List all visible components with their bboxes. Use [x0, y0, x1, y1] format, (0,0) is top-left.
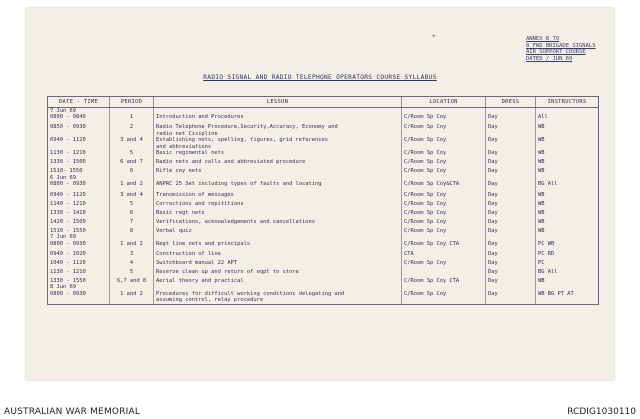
- cell-instructors: WB: [536, 278, 599, 291]
- cell-period: 1 and 2: [110, 291, 154, 305]
- cell-lesson: Corrections and repititions: [154, 201, 402, 210]
- cell-location: C/Room Sp Coy: [402, 260, 486, 269]
- cell-dress: Day: [486, 210, 536, 219]
- cell-lesson: Verbal quiz: [154, 228, 402, 241]
- cell-period: 8: [110, 168, 154, 181]
- cell-location: C/Room Sp Coy: [402, 192, 486, 201]
- cell-lesson: Switchboard manual 22 APT: [154, 260, 402, 269]
- cell-date-time: 1330 - 1500: [48, 159, 110, 168]
- cell-dress: Day: [486, 219, 536, 228]
- cell-period: 1: [110, 114, 154, 124]
- cell-date-time: 0800 - 0930: [48, 181, 110, 192]
- cell-location: C/Room Sp Coy: [402, 210, 486, 219]
- cell-dress: Day: [486, 260, 536, 269]
- corner-mark: +: [432, 33, 436, 40]
- cell-lesson: Reserve clean up and return of eqpt to store: [154, 269, 402, 278]
- cell-date-time: 0940 - 1120: [48, 192, 110, 201]
- cell-location: C/Room Sp Coy CTA: [402, 241, 486, 251]
- document-title: RADIO SIGNAL AND RADIO TELEPHONE OPERATORS COURSE SYLLABUS: [203, 74, 437, 81]
- syllabus-table: [47, 96, 599, 305]
- cell-date-time: 1140 - 1210: [48, 201, 110, 210]
- cell-lesson: Establishing nets, spelling, figures, grid references and abbreviations: [154, 137, 402, 150]
- cell-lesson: Basic regimental nets: [154, 150, 402, 159]
- cell-location: C/Room Sp Coy&CTA: [402, 181, 486, 192]
- cell-location: C/Room Sp Coy: [402, 228, 486, 241]
- cell-period: 6 and 7: [110, 159, 154, 168]
- table-row: [48, 114, 599, 124]
- cell-dress: Day: [486, 181, 536, 192]
- cell-period: 4: [110, 260, 154, 269]
- cell-location: CTA: [402, 251, 486, 260]
- table-row: [48, 241, 599, 251]
- cell-lesson: ANPRC 25 Set including types of faults and locating: [154, 181, 402, 192]
- table-row: [48, 260, 599, 269]
- cell-period: 3 and 4: [110, 192, 154, 201]
- table-row: [48, 150, 599, 159]
- cell-dress: Day: [486, 168, 536, 181]
- cell-lesson: Introduction and Procedures: [154, 114, 402, 124]
- table-row: [48, 251, 599, 260]
- cell-instructors: WB: [536, 137, 599, 150]
- cell-instructors: WB: [536, 124, 599, 137]
- cell-period: 6: [110, 210, 154, 219]
- cell-period: 5: [110, 269, 154, 278]
- table-body: [48, 108, 599, 305]
- cell-lesson: Construction of line: [154, 251, 402, 260]
- cell-dress: Day: [486, 159, 536, 168]
- cell-instructors: WB: [536, 210, 599, 219]
- column-header-location: LOCATION: [402, 97, 486, 108]
- archive-reference: RCDIG1030110: [567, 407, 636, 417]
- cell-date-time: 0940 - 1020: [48, 251, 110, 260]
- cell-date-time: 0800 - 0840: [48, 114, 110, 124]
- cell-period: 3 and 4: [110, 137, 154, 150]
- table-row: [48, 219, 599, 228]
- cell-location: C/Room Sp Coy: [402, 291, 486, 305]
- cell-period: 8: [110, 228, 154, 241]
- cell-location: C/Room Sp Coy: [402, 219, 486, 228]
- stamp-line: DATED / JUN 69: [526, 55, 573, 62]
- cell-location: [402, 108, 486, 115]
- cell-lesson: Verifications, acknowledgements and cancellations: [154, 219, 402, 228]
- table-row: [48, 108, 599, 115]
- table-row: [48, 210, 599, 219]
- cell-instructors: All: [536, 114, 599, 124]
- cell-instructors: WB: [536, 192, 599, 201]
- column-header-dress: DRESS: [486, 97, 536, 108]
- cell-date-time: 0800 - 0930: [48, 241, 110, 251]
- stamp-line: 8 FWD BRIGADE SIGNALS: [526, 42, 596, 49]
- cell-dress: [486, 108, 536, 115]
- table-row: [48, 137, 599, 150]
- cell-period: 3: [110, 251, 154, 260]
- cell-lesson: Aerial theory and practical: [154, 278, 402, 291]
- cell-location: C/Room Sp Coy: [402, 150, 486, 159]
- table-row: [48, 168, 599, 181]
- archive-credit: AUSTRALIAN WAR MEMORIAL: [4, 407, 141, 417]
- cell-location: C/Room Sp Coy: [402, 137, 486, 150]
- table-row: [48, 278, 599, 291]
- cell-lesson: Procedures for difficult working conditions delegating and assuming control, relay procedure: [154, 291, 402, 305]
- cell-dress: Day: [486, 201, 536, 210]
- cell-date-time: 1130 - 1210: [48, 269, 110, 278]
- cell-location: [402, 269, 486, 278]
- cell-instructors: PC: [536, 260, 599, 269]
- cell-location: C/Room Sp Coy: [402, 124, 486, 137]
- cell-lesson: [154, 108, 402, 115]
- cell-instructors: PC RD: [536, 251, 599, 260]
- table-row: [48, 159, 599, 168]
- column-header-instructors: INSTRUCTORS: [536, 97, 599, 108]
- cell-lesson: Radio Telephone Procedure,Security,Accuracy, Economy and radio net Cisipline: [154, 124, 402, 137]
- cell-period: 6,7 and 8: [110, 278, 154, 291]
- table-row: [48, 192, 599, 201]
- table-row: [48, 291, 599, 305]
- cell-period: 7: [110, 219, 154, 228]
- cell-instructors: WB BG PT AT: [536, 291, 599, 305]
- cell-date-time: 0800 - 0930: [48, 291, 110, 305]
- cell-period: 5: [110, 150, 154, 159]
- cell-instructors: PC WB: [536, 241, 599, 251]
- cell-date-time: 1330 - 1410: [48, 210, 110, 219]
- cell-dress: Day: [486, 124, 536, 137]
- cell-lesson: Basic regt nets: [154, 210, 402, 219]
- cell-dress: Day: [486, 192, 536, 201]
- column-header-date-time: DATE - TIME: [48, 97, 110, 108]
- cell-instructors: WB: [536, 150, 599, 159]
- cell-date-time: 1510- 1550 6 Jun 69: [48, 168, 110, 181]
- cell-instructors: WB: [536, 168, 599, 181]
- column-header-lesson: LESSON: [154, 97, 402, 108]
- stamp-line: ANNEX B TO: [526, 36, 560, 42]
- cell-date-time: 1130 - 1210: [48, 150, 110, 159]
- cell-location: C/Room Sp Coy: [402, 201, 486, 210]
- cell-date-time: 0940 - 1120: [48, 137, 110, 150]
- cell-instructors: BG All: [536, 269, 599, 278]
- cell-date-time: 1510 - 1550 7 Jun 69: [48, 228, 110, 241]
- cell-dress: Day: [486, 228, 536, 241]
- cell-date-time: 1420 - 1500: [48, 219, 110, 228]
- cell-location: C/Room Sp Coy: [402, 159, 486, 168]
- cell-location: C/Room Sp Coy CTA: [402, 278, 486, 291]
- cell-date-time: 1330 - 1550 8 Jun 69: [48, 278, 110, 291]
- table-row: [48, 269, 599, 278]
- cell-dress: Day: [486, 114, 536, 124]
- cell-period: 1 and 2: [110, 241, 154, 251]
- stamp-line: AIR SUPPORT COURSE: [526, 49, 586, 56]
- cell-instructors: WB: [536, 219, 599, 228]
- cell-dress: Day: [486, 137, 536, 150]
- cell-instructors: WB: [536, 159, 599, 168]
- table-row: [48, 181, 599, 192]
- cell-dress: Day: [486, 251, 536, 260]
- cell-date-time: 7 Jun 69: [48, 108, 110, 115]
- table-header-row: [48, 97, 599, 108]
- cell-lesson: Transmission of messages: [154, 192, 402, 201]
- cell-date-time: 0850 - 0930: [48, 124, 110, 137]
- annex-stamp: [526, 36, 606, 62]
- table-row: [48, 201, 599, 210]
- cell-dress: Day: [486, 278, 536, 291]
- cell-period: [110, 108, 154, 115]
- cell-instructors: [536, 108, 599, 115]
- cell-instructors: WB: [536, 201, 599, 210]
- column-header-period: PERIOD: [110, 97, 154, 108]
- cell-dress: Day: [486, 241, 536, 251]
- cell-location: C/Room Sp Coy: [402, 114, 486, 124]
- cell-dress: Day: [486, 269, 536, 278]
- cell-instructors: WB: [536, 228, 599, 241]
- cell-date-time: 1040 - 1120: [48, 260, 110, 269]
- cell-period: 2: [110, 124, 154, 137]
- cell-period: 5: [110, 201, 154, 210]
- cell-period: 1 and 2: [110, 181, 154, 192]
- cell-dress: Day: [486, 150, 536, 159]
- cell-dress: Day: [486, 291, 536, 305]
- cell-instructors: BG All: [536, 181, 599, 192]
- table-row: [48, 124, 599, 137]
- cell-lesson: Radio nets and calls and abbreviated procedure: [154, 159, 402, 168]
- cell-location: C/Room Sp Coy: [402, 168, 486, 181]
- cell-lesson: Regt line nets and principals: [154, 241, 402, 251]
- table-row: [48, 228, 599, 241]
- cell-lesson: Rifle coy nets: [154, 168, 402, 181]
